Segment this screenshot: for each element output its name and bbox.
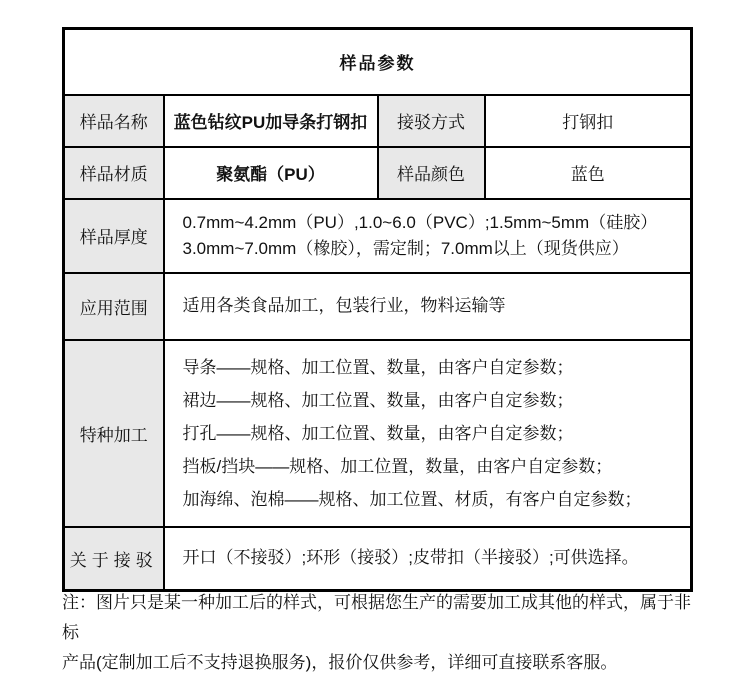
value-sample-name: 蓝色钻纹PU加导条打钢扣 xyxy=(164,95,378,147)
thickness-line-1: 0.7mm~4.2mm（PU）,1.0~6.0（PVC）;1.5mm~5mm（硅胶） xyxy=(182,212,658,232)
special-line-2: 裙边——规格、加工位置、数量，由客户自定参数； xyxy=(182,390,574,410)
row-special-processing xyxy=(64,340,692,527)
sample-parameters-table xyxy=(62,27,693,592)
joint-line-1: 开口（不接驳）;环形（接驳）;皮带扣（半接驳）;可供选择。 xyxy=(182,548,639,568)
label-sample-name: 样品名称 xyxy=(64,95,164,147)
special-line-4: 挡板/挡块——规格、加工位置，数量，由客户自定参数； xyxy=(182,456,613,476)
footer-note-line-1: 注：图片只是某一种加工后的样式，可根据您生产的需要加工成其他的样式，属于非标 xyxy=(62,593,691,642)
value-about-joint xyxy=(164,527,692,591)
thickness-line-2: 3.0mm~7.0mm（橡胶），需定制；7.0mm以上（现货供应） xyxy=(182,238,629,258)
label-sample-thickness: 样品厚度 xyxy=(64,199,164,273)
label-sample-color: 样品颜色 xyxy=(378,147,485,199)
label-sample-material: 样品材质 xyxy=(64,147,164,199)
row-sample-name xyxy=(64,95,692,147)
footer-note-line-2: 产品(定制加工后不支持退换服务)，报价仅供参考，详细可直接联系客服。 xyxy=(62,653,618,672)
special-line-1: 导条——规格、加工位置、数量，由客户自定参数； xyxy=(182,357,574,377)
label-special-processing: 特种加工 xyxy=(64,340,164,527)
footer-note xyxy=(62,588,702,678)
value-joint-method: 打钢扣 xyxy=(485,95,692,147)
table-title-row xyxy=(64,29,692,95)
special-line-5: 加海绵、泡棉——规格、加工位置、材质，有客户自定参数； xyxy=(182,489,642,509)
row-sample-material xyxy=(64,147,692,199)
value-sample-thickness xyxy=(164,199,692,273)
label-joint-method: 接驳方式 xyxy=(378,95,485,147)
value-sample-material: 聚氨酯（PU） xyxy=(164,147,378,199)
value-application-range xyxy=(164,273,692,340)
application-line-1: 适用各类食品加工，包装行业，物料运输等 xyxy=(182,296,506,315)
value-sample-color: 蓝色 xyxy=(485,147,692,199)
label-application-range: 应用范围 xyxy=(64,273,164,340)
row-application-range xyxy=(64,273,692,340)
value-special-processing xyxy=(164,340,692,527)
special-line-3: 打孔——规格、加工位置、数量，由客户自定参数； xyxy=(182,423,574,443)
table-title: 样品参数 xyxy=(64,29,692,95)
row-about-joint xyxy=(64,527,692,591)
row-sample-thickness xyxy=(64,199,692,273)
label-about-joint: 关于接驳 xyxy=(64,527,164,591)
